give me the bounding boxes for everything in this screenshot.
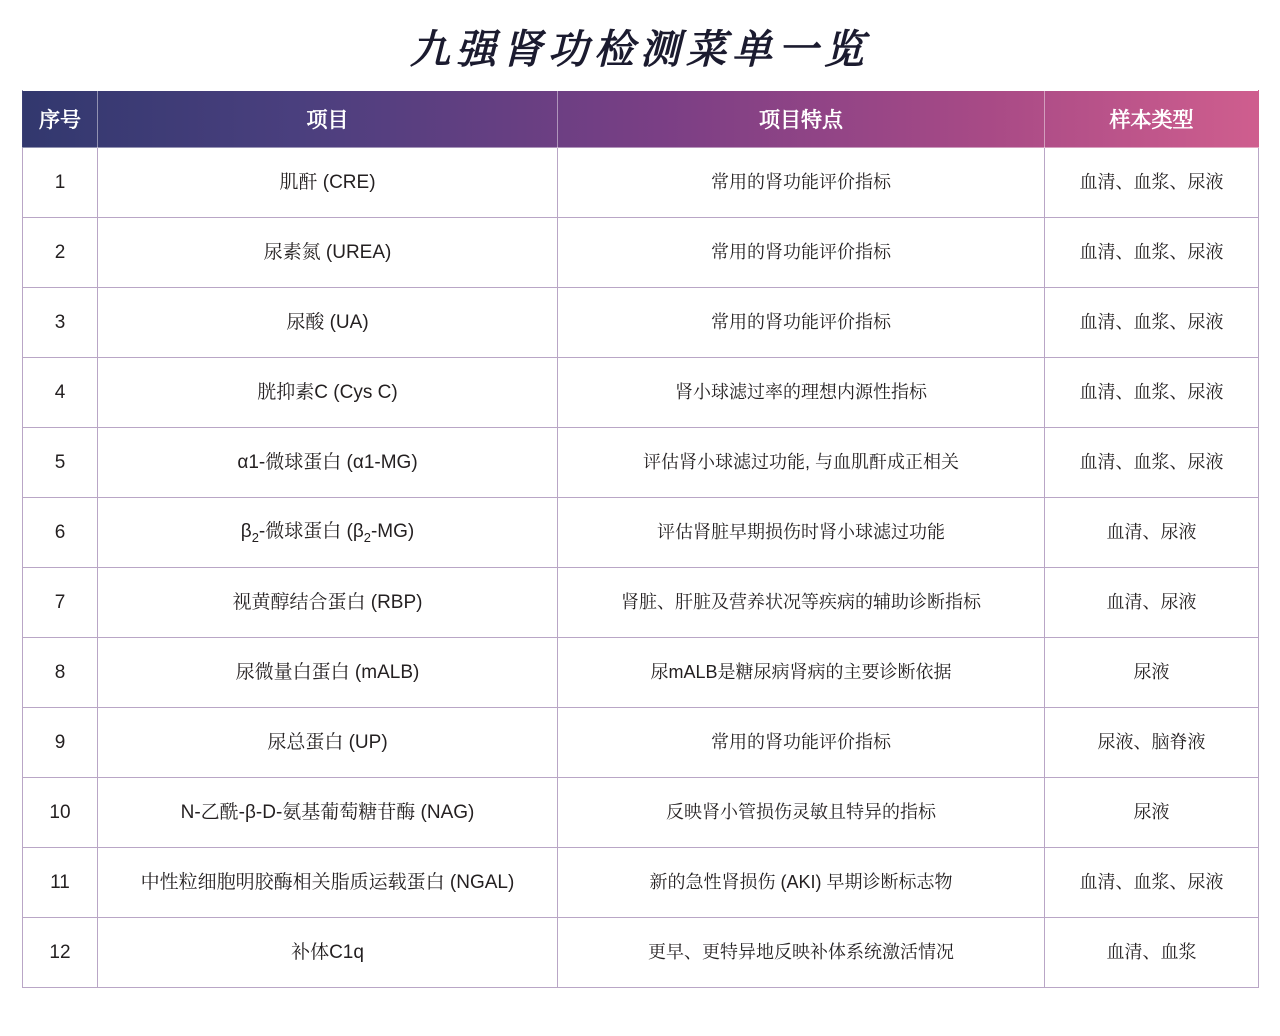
cell-item: 尿总蛋白 (UP) [98,708,558,778]
table-row [23,148,1259,218]
table-header-row [23,91,1259,148]
table-body [23,148,1259,988]
table-row [23,358,1259,428]
page-title: 九强肾功检测菜单一览 [410,28,870,72]
cell-feature: 常用的肾功能评价指标 [558,218,1045,288]
cell-item: 补体C1q [98,918,558,988]
cell-feature: 肾小球滤过率的理想内源性指标 [558,358,1045,428]
table-row [23,638,1259,708]
table-row [23,428,1259,498]
cell-feature: 尿mALB是糖尿病肾病的主要诊断依据 [558,638,1045,708]
cell-sample: 尿液、脑脊液 [1045,708,1259,778]
cell-index: 4 [23,358,98,428]
cell-item: 胱抑素C (Cys C) [98,358,558,428]
table-row [23,288,1259,358]
cell-feature: 肾脏、肝脏及营养状况等疾病的辅助诊断指标 [558,568,1045,638]
cell-feature: 更早、更特异地反映补体系统激活情况 [558,918,1045,988]
cell-index: 10 [23,778,98,848]
cell-item: $\beta_2-$微球蛋白 $(\beta_2-MG)$ [98,498,558,568]
cell-index: 3 [23,288,98,358]
cell-index: 6 [23,498,98,568]
kidney-function-menu-table [22,90,1259,988]
cell-sample: 血清、血浆、尿液 [1045,358,1259,428]
cell-sample: 血清、尿液 [1045,498,1259,568]
cell-index: 11 [23,848,98,918]
table-row [23,778,1259,848]
cell-index: 2 [23,218,98,288]
cell-feature: 反映肾小管损伤灵敏且特异的指标 [558,778,1045,848]
table-row [23,498,1259,568]
column-header-sample: 样本类型 [1045,91,1259,148]
cell-feature: 常用的肾功能评价指标 [558,708,1045,778]
cell-index: 9 [23,708,98,778]
cell-sample: 尿液 [1045,638,1259,708]
table-header [23,91,1259,148]
cell-feature: 评估肾小球滤过功能, 与血肌酐成正相关 [558,428,1045,498]
table-row [23,708,1259,778]
table-row [23,218,1259,288]
table-container [0,90,1280,988]
table-row [23,918,1259,988]
cell-feature: 评估肾脏早期损伤时肾小球滤过功能 [558,498,1045,568]
table-row [23,848,1259,918]
cell-item: 尿素氮 (UREA) [98,218,558,288]
cell-index: 7 [23,568,98,638]
cell-index: 1 [23,148,98,218]
cell-sample: 血清、血浆 [1045,918,1259,988]
cell-item: α1-微球蛋白 (α1-MG) [98,428,558,498]
cell-index: 8 [23,638,98,708]
cell-sample: 血清、血浆、尿液 [1045,218,1259,288]
table-row [23,568,1259,638]
cell-feature: 新的急性肾损伤 (AKI) 早期诊断标志物 [558,848,1045,918]
column-header-item: 项目 [98,91,558,148]
cell-item: 肌酐 (CRE) [98,148,558,218]
cell-item: N-乙酰-β-D-氨基葡萄糖苷酶 (NAG) [98,778,558,848]
cell-item: 中性粒细胞明胶酶相关脂质运载蛋白 (NGAL) [98,848,558,918]
cell-sample: 血清、尿液 [1045,568,1259,638]
cell-feature: 常用的肾功能评价指标 [558,288,1045,358]
column-header-feature: 项目特点 [558,91,1045,148]
cell-item: 尿微量白蛋白 (mALB) [98,638,558,708]
cell-item: 尿酸 (UA) [98,288,558,358]
column-header-index: 序号 [23,91,98,148]
cell-sample: 血清、血浆、尿液 [1045,848,1259,918]
cell-index: 12 [23,918,98,988]
cell-sample: 血清、血浆、尿液 [1045,148,1259,218]
cell-feature: 常用的肾功能评价指标 [558,148,1045,218]
cell-sample: 尿液 [1045,778,1259,848]
cell-index: 5 [23,428,98,498]
cell-item: 视黄醇结合蛋白 (RBP) [98,568,558,638]
cell-sample: 血清、血浆、尿液 [1045,428,1259,498]
cell-sample: 血清、血浆、尿液 [1045,288,1259,358]
